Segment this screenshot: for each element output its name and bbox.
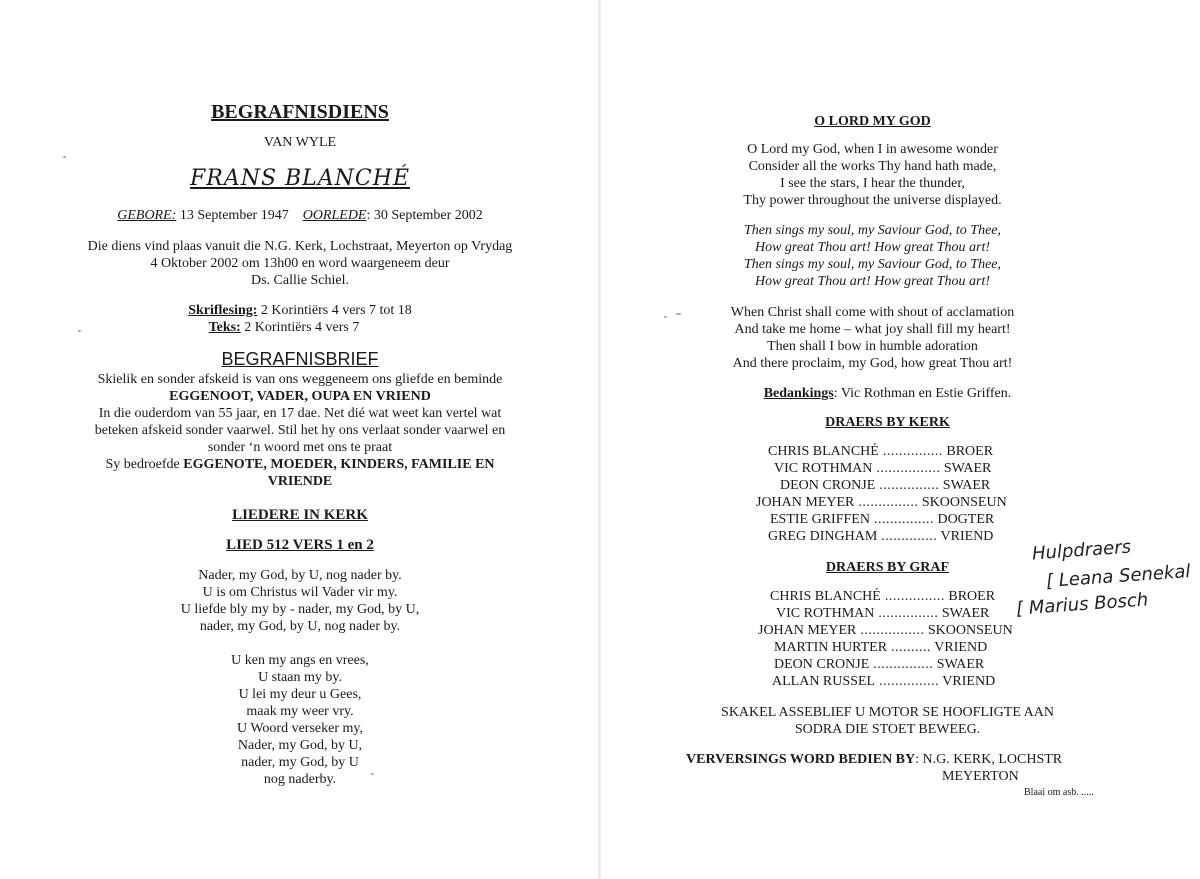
service-line: Die diens vind plaas vanuit die N.G. Kerk, Lochstraat, Meyerton op Vrydag	[87, 239, 513, 254]
bearer-dots: ................	[872, 461, 941, 476]
hymn-stanza-2	[600, 304, 1145, 372]
letter-heading: BEGRAFNISBRIEF	[221, 349, 379, 369]
bearer-dots: ..........	[887, 640, 932, 655]
hymn-stanza-1	[600, 141, 1145, 209]
sermon-text	[0, 319, 584, 336]
bearer-row	[768, 443, 993, 460]
bearer-row	[770, 511, 994, 528]
letter-bold: EGGENOTE, MOEDER, KINDERS, FAMILIE EN	[183, 457, 495, 472]
service-line: Ds. Callie Schiel.	[251, 273, 349, 288]
bearer-name: ALLAN RUSSEL	[772, 674, 876, 689]
bearer-relation: BROER	[944, 589, 996, 604]
bearer-dots: ...............	[869, 512, 934, 527]
bearer-name: ESTIE GRIFFEN	[770, 512, 870, 527]
bearer-relation: SKOONSEUN	[918, 495, 1007, 510]
hymn-chorus	[600, 222, 1145, 290]
dates-line	[0, 207, 600, 224]
notice-line: SKAKEL ASSEBLIEF U MOTOR SE HOOFLIGTE AAN	[721, 705, 1054, 720]
letter-line: VRIENDE	[267, 474, 333, 489]
thanks-value: : Vic Rothman en Estie Griffen.	[833, 386, 1012, 401]
hymn-line: How great Thou art! How great Thou art!	[754, 240, 991, 255]
bearer-name: DEON CRONJE	[774, 657, 870, 672]
song-verse-1	[0, 567, 600, 635]
songs-heading: LIEDERE IN KERK	[232, 507, 368, 523]
reading-label: Skriflesing:	[188, 303, 258, 318]
service-line: 4 Oktober 2002 om 13h00 en word waargeneem deur	[150, 256, 450, 271]
bearer-relation: SWAER	[939, 478, 991, 493]
bearer-name: CHRIS BLANCHÉ	[770, 589, 881, 604]
bearer-relation: DOGTER	[933, 512, 995, 527]
text-label: Teks:	[208, 320, 241, 335]
refreshments-label: VERVERSINGS WORD BEDIEN BY	[686, 752, 916, 767]
letter-line: In die ouderdom van 55 jaar, en 17 dae. Net dié wat weet kan vertel wat	[98, 406, 502, 421]
deceased-name: FRANS BLANCHÉ	[189, 166, 411, 191]
verse-line: U lei my deur u Gees,	[238, 687, 362, 702]
bearer-row	[768, 528, 993, 545]
hymn-line: Consider all the works Thy hand hath made,	[748, 159, 997, 174]
verse-line: U ken my angs en vrees,	[231, 653, 369, 668]
paper-speck	[676, 313, 681, 315]
headlights-notice	[600, 704, 1175, 738]
verse-line: U is om Christus wil Vader vir my.	[202, 585, 398, 600]
handwritten-line: [ Marius Bosch	[1015, 589, 1149, 620]
bearer-relation: BROER	[942, 444, 994, 459]
bearer-name: CHRIS BLANCHÉ	[768, 444, 879, 459]
verse-line: Nader, my God, by U,	[237, 738, 363, 753]
scripture-reading	[0, 302, 600, 319]
hymn-line: And take me home – what joy shall fill my heart!	[734, 322, 1011, 337]
letter-prefix: Sy bedroefde	[105, 457, 184, 472]
bearer-relation: SKOONSEUN	[924, 623, 1013, 638]
paper-speck	[664, 316, 667, 318]
bearer-row	[780, 477, 990, 494]
bearer-row	[774, 460, 991, 477]
verse-line: maak my weer vry.	[246, 704, 354, 719]
hymn-line: Then shall I bow in humble adoration	[767, 339, 978, 354]
verse-line: nader, my God, by U, nog nader by.	[199, 619, 401, 634]
funeral-letter	[0, 371, 600, 490]
verse-line: U liefde bly my by - nader, my God, by U,	[180, 602, 420, 617]
bearer-relation: SWAER	[933, 657, 985, 672]
paper-speck	[63, 156, 66, 158]
turn-over-note: Blaai om asb. .....	[1024, 787, 1094, 798]
verse-line: Nader, my God, by U, nog nader by.	[198, 568, 402, 583]
bearer-name: JOHAN MEYER	[758, 623, 857, 638]
hymn-line: O Lord my God, when I in awesome wonder	[747, 142, 998, 157]
letter-line: beteken afskeid sonder vaarwel. Stil het hy ons verlaat sonder vaarwel en	[94, 423, 506, 438]
church-bearers-heading: DRAERS BY KERK	[825, 415, 950, 430]
hymn-line: When Christ shall come with shout of acclamation	[730, 305, 1015, 320]
bearer-relation: VRIEND	[937, 529, 994, 544]
verse-line: nog naderby.	[263, 772, 337, 787]
notice-line: SODRA DIE STOET BEWEEG.	[794, 722, 981, 737]
bearer-dots: ...............	[875, 478, 940, 493]
bearer-name: MARTIN HURTER	[774, 640, 888, 655]
hymn-line: Then sings my soul, my Saviour God, to Thee,	[743, 257, 1002, 272]
letter-line: EGGENOOT, VADER, OUPA EN VRIEND	[169, 389, 431, 404]
letter-line: sonder ‘n woord met ons te praat	[207, 440, 393, 455]
handwritten-line: [ Leana Senekal	[1045, 560, 1192, 593]
bearer-name: VIC ROTHMAN	[776, 606, 875, 621]
service-details	[0, 238, 600, 289]
bearer-name: JOHAN MEYER	[756, 495, 855, 510]
bearer-row	[776, 605, 989, 622]
bearer-relation: VRIEND	[939, 674, 996, 689]
hymn-line: And there proclaim, my God, how great Thou art!	[732, 356, 1013, 371]
hymn-title: O LORD MY GOD	[814, 114, 931, 129]
bearer-dots: ...............	[854, 495, 919, 510]
bearer-dots: ...............	[869, 657, 934, 672]
letter-line	[0, 456, 600, 473]
grave-bearers-heading: DRAERS BY GRAF	[825, 560, 950, 575]
bearer-row	[774, 639, 987, 656]
song-verse-2	[0, 652, 600, 788]
right-page	[600, 0, 1200, 879]
paper-speck	[78, 330, 81, 332]
paper-speck	[371, 773, 374, 775]
verse-line: U staan my by.	[258, 670, 342, 685]
bearer-dots: ...............	[874, 606, 939, 621]
song-title: LIED 512 VERS 1 en 2	[226, 537, 374, 553]
thanks-label: Bedankings	[763, 386, 834, 401]
refreshments	[686, 751, 1062, 768]
bearer-row	[772, 673, 995, 690]
died-label: OORLEDE	[302, 208, 367, 223]
text-value: 2 Korintiërs 4 vers 7	[240, 320, 360, 335]
hymn-line: Then sings my soul, my Saviour God, to Thee,	[743, 223, 1002, 238]
bearer-relation: VRIEND	[931, 640, 988, 655]
bearer-dots: ...............	[875, 674, 940, 689]
handwritten-line: Hulpdraers	[1031, 536, 1132, 565]
hymn-line: Thy power throughout the universe displayed.	[743, 193, 1002, 208]
born-date: 13 September 1947	[176, 208, 289, 223]
bearer-name: DEON CRONJE	[780, 478, 876, 493]
bearer-relation: SWAER	[940, 461, 992, 476]
verse-line: nader, my God, by U	[241, 755, 359, 770]
bearer-dots: ...............	[880, 589, 945, 604]
refreshments-location: MEYERTON	[942, 769, 1019, 784]
bearer-name: GREG DINGHAM	[768, 529, 878, 544]
hymn-line: I see the stars, I hear the thunder,	[780, 176, 965, 191]
bearer-relation: SWAER	[938, 606, 990, 621]
verse-line: U Woord verseker my,	[236, 721, 363, 736]
document-title: BEGRAFNISDIENS	[211, 101, 389, 123]
bearer-name: VIC ROTHMAN	[774, 461, 873, 476]
bearer-row	[756, 494, 1007, 511]
reading-value: 2 Korintiërs 4 vers 7 tot 18	[257, 303, 412, 318]
bearer-row	[758, 622, 1013, 639]
bearer-row	[770, 588, 995, 605]
bearer-dots: ...............	[878, 444, 943, 459]
bearer-dots: ................	[856, 623, 925, 638]
bearer-dots: ..............	[877, 529, 938, 544]
hymn-line: How great Thou art! How great Thou art!	[754, 274, 991, 289]
died-date: : 30 September 2002	[366, 208, 483, 223]
bearer-row	[774, 656, 984, 673]
document-subtitle: VAN WYLE	[263, 135, 337, 150]
acknowledgements	[600, 385, 1175, 402]
born-label: GEBORE:	[117, 208, 177, 223]
refreshments-value: : N.G. KERK, LOCHSTR	[915, 752, 1063, 767]
letter-line: Skielik en sonder afskeid is van ons weggeneem ons gliefde en beminde	[97, 372, 503, 387]
